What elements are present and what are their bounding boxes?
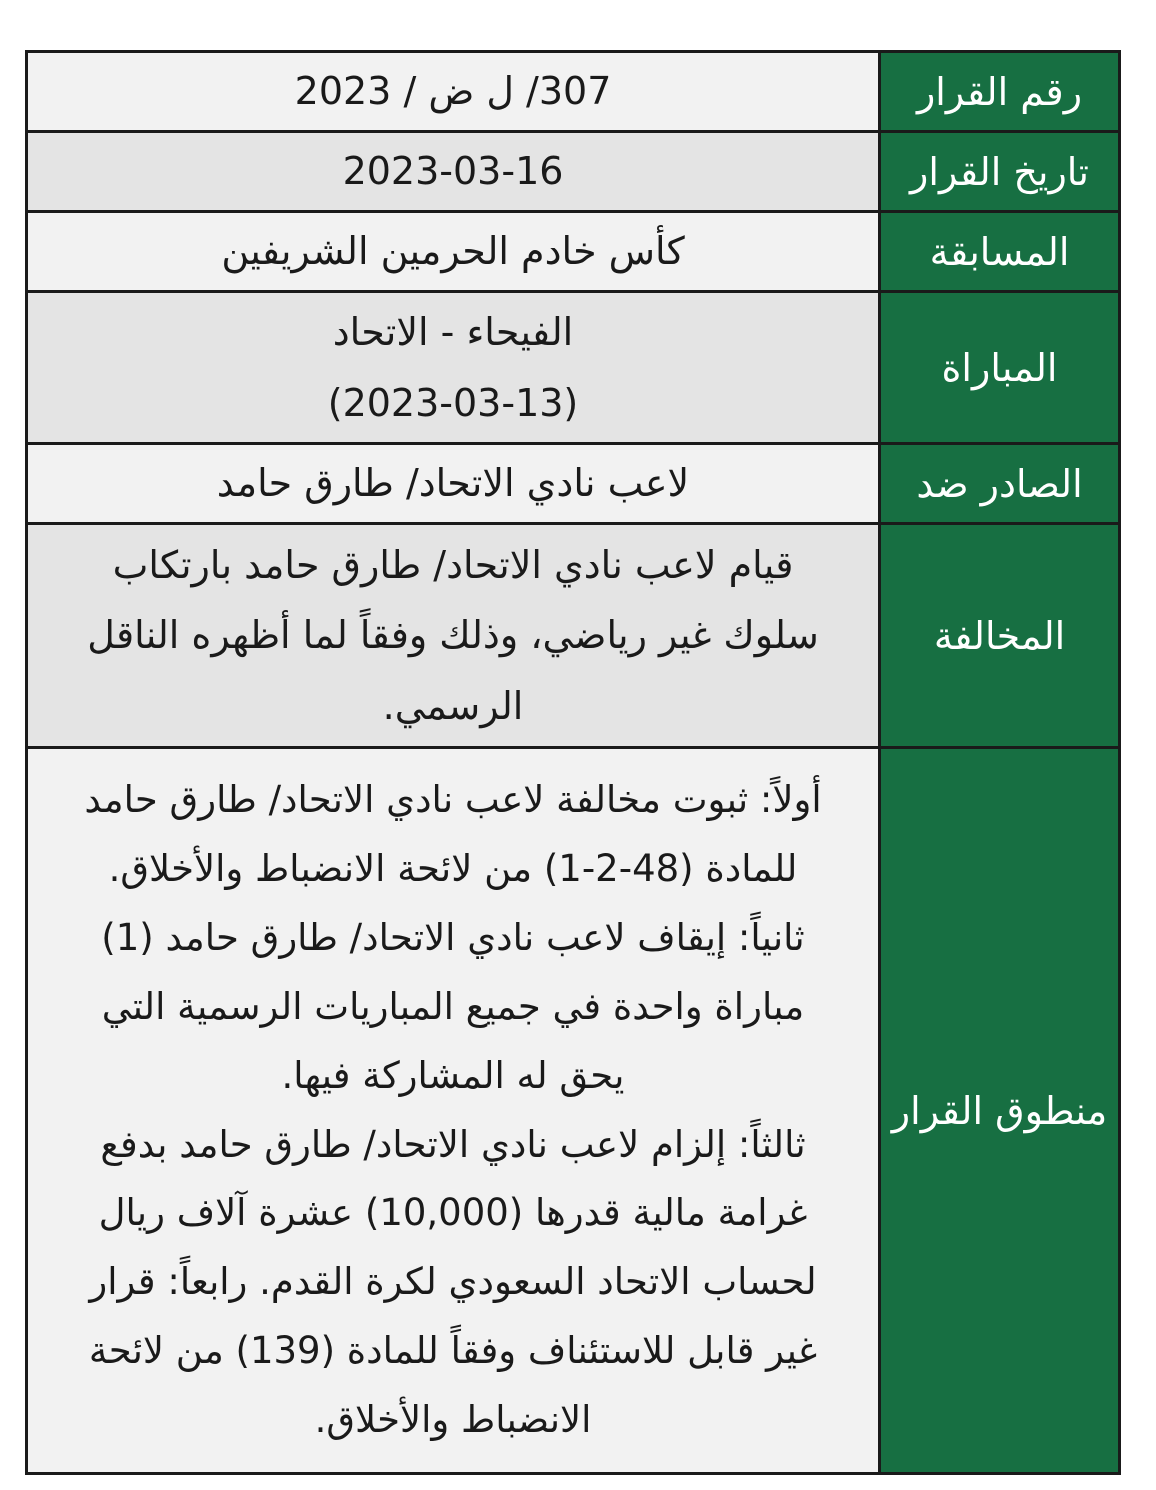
violation-label: المخالفة (878, 525, 1118, 746)
decision-date-value: 2023-03-16 (28, 133, 878, 210)
row-match (28, 293, 1118, 445)
decision-table (25, 50, 1121, 1475)
match-label: المباراة (878, 293, 1118, 442)
match-value: الفيحاء - الاتحاد (2023-03-13) (28, 293, 878, 442)
row-competition (28, 213, 1118, 293)
violation-value: قيام لاعب نادي الاتحاد/ طارق حامد بارتكاب سلوك غير رياضي، وذلك وفقاً لما أظهره الناقل الرسمي. (28, 525, 878, 746)
issued-against-value: لاعب نادي الاتحاد/ طارق حامد (28, 445, 878, 522)
competition-value: كأس خادم الحرمين الشريفين (28, 213, 878, 290)
decision-number-label: رقم القرار (878, 53, 1118, 130)
decision-date-label: تاريخ القرار (878, 133, 1118, 210)
decision-text-value: أولاً: ثبوت مخالفة لاعب نادي الاتحاد/ طارق حامد للمادة (48-2-1) من لائحة الانضباط والأخلاق. ثانياً: إيقاف لاعب نادي الاتحاد/ طارق حامد (1) مباراة واحدة في جميع المباريات الرسمية التي يحق له المشاركة فيها. ثالثاً: إلزام لاعب نادي الاتحاد/ طارق حامد بدفع غرامة مالية قدرها (10,000) عشرة آلاف ريال لحساب الاتحاد السعودي لكرة القدم. رابعاً: قرار غير قابل للاستئناف وفقاً للمادة (139) من لائحة الانضباط والأخلاق. (28, 749, 878, 1472)
row-violation (28, 525, 1118, 749)
row-decision-text (28, 749, 1118, 1472)
decision-text-label: منطوق القرار (878, 749, 1118, 1472)
decision-number-value: 307/ ل ض / 2023 (28, 53, 878, 130)
issued-against-label: الصادر ضد (878, 445, 1118, 522)
row-decision-date (28, 133, 1118, 213)
row-decision-number (28, 53, 1118, 133)
row-issued-against (28, 445, 1118, 525)
competition-label: المسابقة (878, 213, 1118, 290)
